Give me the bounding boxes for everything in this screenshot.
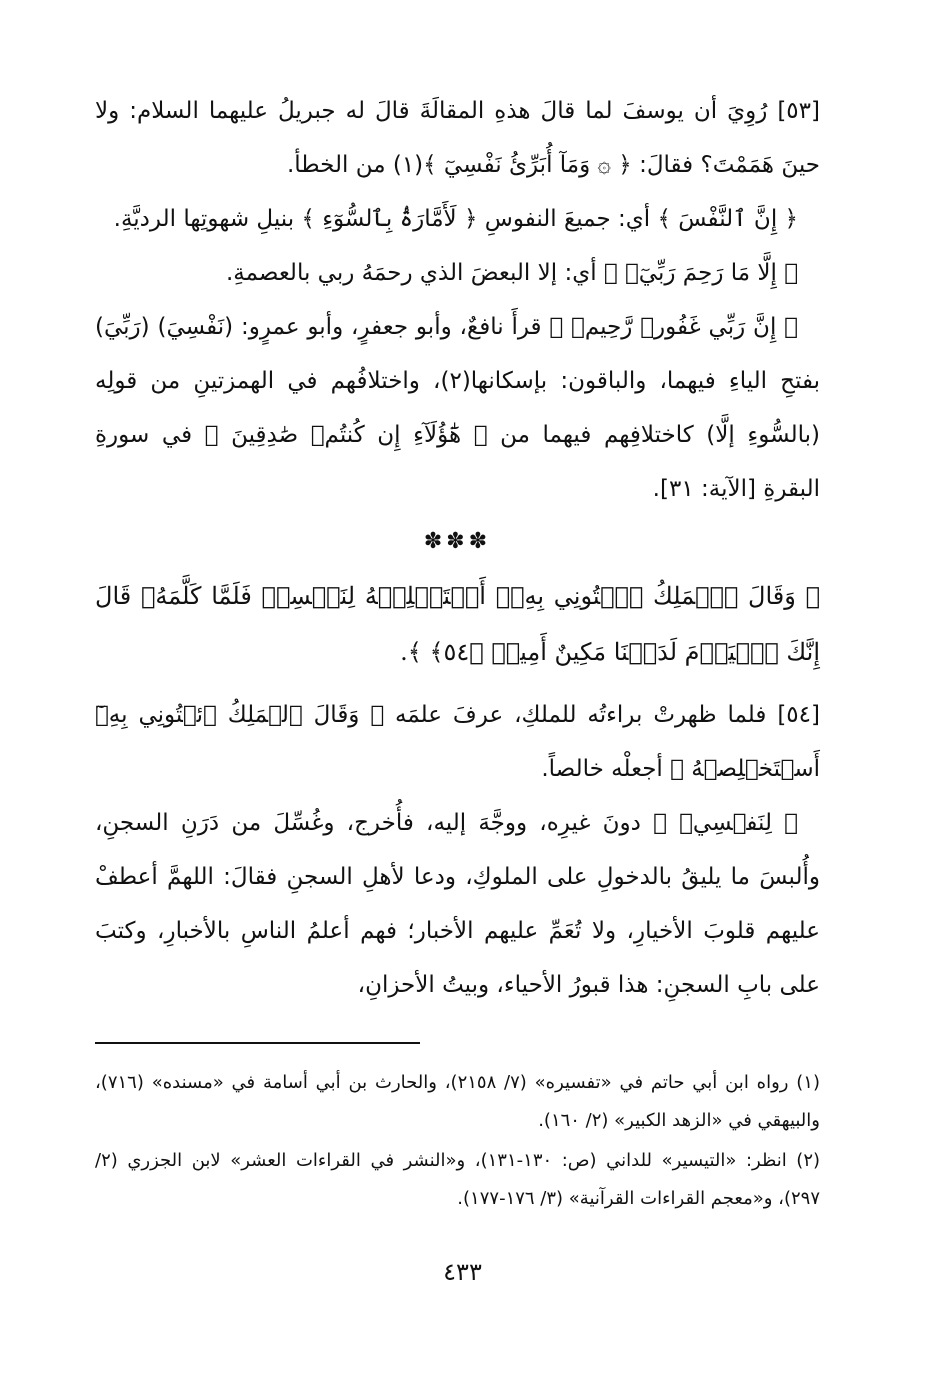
page-body bbox=[95, 84, 820, 1012]
paragraph-qiraat: ﴿ إِنَّ رَبِّي غَفُورٞ رَّحِيمٞ ﴾ قرأَ نافعٌ، وأبو جعفرٍ، وأبو عمرٍو: (نَفْسِيَ) (رَبِّيَ) بفتحِ الياءِ فيهما، والباقون: بإسكانها(٢)، واختلافُهم في الهمزتينِ من قولِه (بالسُّوءِ إلَّا) كاختلافِهم فيهما من ﴿ هَٰٓؤُلَآءِ إِن كُنتُمۡ صَٰدِقِينَ ﴾ في سورةِ البقرةِ [الآية: ٣١]. bbox=[95, 314, 821, 502]
paragraph-linafsi: ﴿ لِنَفۡسِيۖ ﴾ دونَ غيرِه، ووجَّهَ إليه، فأُخرج، وغُسِّلَ من دَرَنِ السجنِ، وأُلبسَ ما يليقُ بالدخولِ على الملوكِ، ودعا لأهلِ السجنِ فقالَ: اللهمَّ أعطفْ عليهم قلوبَ الأخيارِ، ولا تُعَمِّ عليهم الأخبار؛ فهم أعلمُ الناسِ بالأخبارِ، وكتبَ على بابِ السجنِ: هذا قبورُ الأحياء، وبيتُ الأحزانِ، bbox=[95, 810, 820, 998]
footnotes bbox=[95, 1064, 820, 1220]
section-separator: ✽✽✽ bbox=[423, 529, 492, 554]
page-number: ٤٣٣ bbox=[443, 1258, 482, 1286]
paragraph-nafs: ﴿ إِنَّ ٱلنَّفْسَ ﴾ أي: جميعَ النفوسِ ﴿ لَأَمَّارَةُۢ بِٱلسُّوٓءِ ﴾ بنيلِ شهوتِها الرديَّةِ. bbox=[113, 206, 798, 232]
footnote-rule bbox=[95, 1042, 420, 1044]
paragraph-illa-ma-rahima: ﴿ إِلَّا مَا رَحِمَ رَبِّيٓۚ ﴾ أي: إلا البعضَ الذي رحمَهُ ربي بالعصمةِ. bbox=[225, 260, 798, 286]
footnote-2: (٢) انظر: «التيسير» للداني (ص: ١٣٠-١٣١)، و«النشر في القراءات العشر» لابن الجزري (٢/ ٢٩٧)، و«معجم القراءات القرآنية» (٣/ ١٧٦-١٧٧). bbox=[95, 1150, 821, 1209]
footnote-1: (١) رواه ابن أبي حاتم في «تفسيره» (٧/ ٢١٥٨)، والحارث بن أبي أسامة في «مسنده» (٧١٦)، والبيهقي في «الزهد الكبير» (٢/ ١٦٠). bbox=[95, 1072, 820, 1131]
paragraph-54: [٥٤] فلما ظهرتْ براءتُه للملكِ، عرفَ علمَه ﴿ وَقَالَ ٱلۡمَلِكُ ٱئۡتُونِي بِهِۦٓ أَسۡتَخۡلِصۡهُ ﴾ أجعلْه خالصاً. bbox=[95, 702, 820, 782]
quran-verse-54: ﴿ وَقَالَ ٱلۡمَلِكُ ٱئۡتُونِي بِهِۦٓ أَسۡتَخۡلِصۡهُ لِنَفۡسِيۖ فَلَمَّا كَلَّمَهُۥ قَالَ إِنَّكَ ٱلۡيَوۡمَ لَدَيۡنَا مَكِينٌ أَمِينٞ ﴿٥٤﴾ ﴾. bbox=[95, 582, 820, 666]
paragraph-53: [٥٣] رُوِيَ أن يوسفَ لما قالَ هذهِ المقالَةَ قالَ له جبريلُ عليهما السلام: ولا حينَ هَمَمْتَ؟ فقالَ: ﴿ ۞ وَمَآ أُبَرِّئُ نَفْسِيٓ ﴾(١) من الخطأ. bbox=[95, 98, 820, 178]
